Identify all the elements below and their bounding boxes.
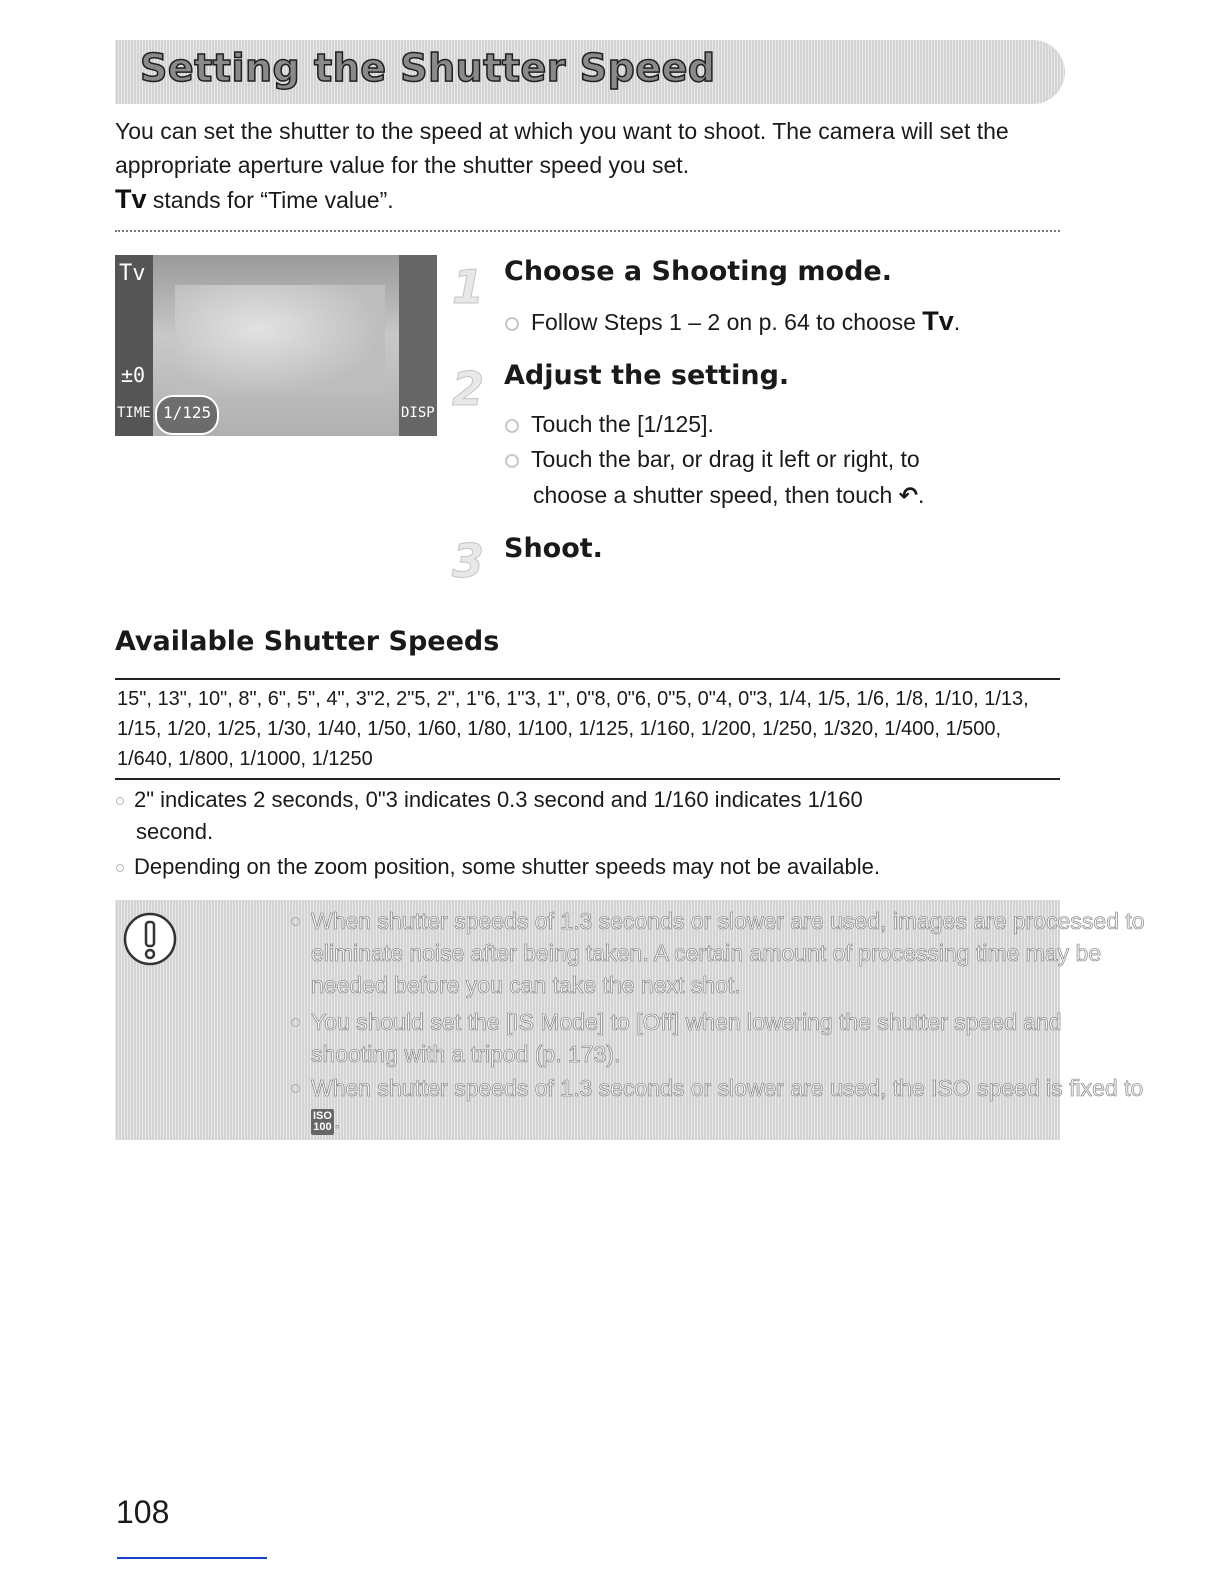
- caution-icon: [121, 910, 179, 968]
- intro-tv-text: stands for “Time value”.: [146, 187, 394, 213]
- intro-text: You can set the shutter to the speed at which you want to shoot. The camera will set the appropriate aperture value for the shutter speed you set.: [115, 118, 1009, 178]
- bullet-icon: [291, 1084, 300, 1093]
- punctuation: .: [917, 482, 925, 508]
- screen-shutter-value: 1/125: [163, 403, 212, 422]
- page-title: Setting the Shutter Speed: [140, 46, 716, 90]
- caution-item-1-text: When shutter speeds of 1.3 seconds or slower are used, images are processed to eliminate noise after being taken. A certain amount of processing time may be needed before you can take the next shot.: [311, 908, 1145, 998]
- dotted-divider: [115, 230, 1060, 232]
- bullet-icon: [505, 317, 519, 331]
- title-banner: [115, 40, 1065, 104]
- caution-item-3-text: When shutter speeds of 1.3 seconds or slower are used, the ISO speed is fixed to: [311, 1075, 1144, 1101]
- step-number-3: 3: [452, 534, 485, 588]
- bullet-icon: [116, 864, 124, 872]
- step-number-1: 1: [452, 260, 485, 314]
- step-3-heading: Shoot.: [504, 533, 603, 564]
- screen-disp-label: DISP: [401, 405, 435, 421]
- shutter-speeds-list: 15", 13", 10", 8", 6", 5", 4", 3"2, 2"5, 2", 1"6, 1"3, 1", 0"8, 0"6, 0"5, 0"4, 0"3, 1/4, 1/5, 1/6, 1/8, 1/10, 1/13, 1/15, 1/20, 1/25, 1/30, 1/40, 1/50, 1/60, 1/80, 1/100, 1/125, 1/160, 1/200, 1/250, 1/320, 1/400, 1/500, 1/640, 1/800, 1/1000, 1/1250: [117, 688, 1029, 770]
- caution-box: [115, 900, 1145, 1140]
- iso-100-icon: [311, 1109, 334, 1135]
- intro-paragraph: [115, 114, 1065, 217]
- tv-mode-icon: Tv: [115, 184, 147, 214]
- footer-rule: [117, 1557, 267, 1559]
- screen-time-label: TIME: [117, 405, 151, 421]
- page-number: 108: [116, 1494, 170, 1530]
- camera-screen-image: [115, 255, 437, 436]
- tv-mode-icon: Tv: [922, 306, 954, 336]
- screen-mode-icon: Tv: [119, 261, 146, 286]
- scene-preview: [175, 285, 385, 395]
- section-heading: Available Shutter Speeds: [115, 626, 500, 657]
- bullet-icon: [291, 917, 300, 926]
- caution-item-1: [311, 905, 1151, 1001]
- bullet-icon: [505, 454, 519, 468]
- iso-label: ISO: [313, 1109, 332, 1122]
- punctuation: .: [953, 309, 961, 335]
- note-1-text: 2" indicates 2 seconds, 0"3 indicates 0.3 second and 1/160 indicates 1/160: [134, 787, 863, 812]
- step-1-bullet-text: Follow Steps 1 – 2 on p. 64 to choose: [531, 309, 923, 335]
- return-icon: ↶: [898, 482, 918, 508]
- step-1-heading: Choose a Shooting mode.: [504, 256, 892, 287]
- step-2-bullet-1: [505, 406, 1065, 442]
- step-2-bullet-2-text: Touch the bar, or drag it left or right, to: [531, 446, 920, 472]
- note-2-text: Depending on the zoom position, some shutter speeds may not be available.: [134, 854, 881, 879]
- shutter-speeds-table: [115, 678, 1060, 780]
- step-2-bullet-2-text-cont: choose a shutter speed, then touch: [533, 482, 899, 508]
- step-2-bullet-1-text: Touch the [1/125].: [531, 411, 714, 437]
- bullet-icon: [116, 797, 124, 805]
- step-number-2: 2: [452, 362, 485, 416]
- screen-exposure: ±0: [121, 363, 146, 387]
- note-1: [116, 784, 1056, 848]
- bullet-icon: [505, 419, 519, 433]
- note-1-text-cont: second.: [136, 819, 214, 844]
- caution-item-3: [311, 1072, 1151, 1136]
- step-2-heading: Adjust the setting.: [504, 360, 790, 391]
- caution-item-2-text: You should set the [IS Mode] to [Off] when lowering the shutter speed and shooting with a tripod (p. 173).: [311, 1009, 1062, 1067]
- step-2-bullet-2: [505, 441, 1065, 513]
- iso-value: 100: [313, 1120, 332, 1133]
- punctuation: .: [333, 1107, 341, 1133]
- bullet-icon: [291, 1018, 300, 1027]
- step-1-bullet: [505, 303, 1065, 340]
- note-2: [116, 851, 1056, 883]
- caution-item-2: [311, 1006, 1151, 1070]
